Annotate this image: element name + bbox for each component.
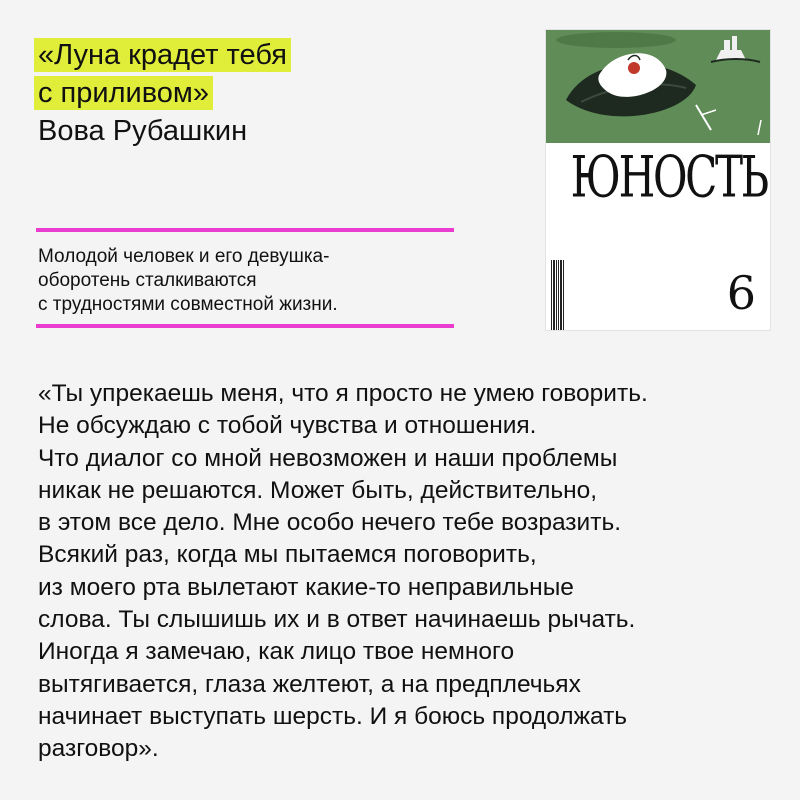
book-title-line-1: «Луна крадет тебя [34, 38, 291, 72]
magazine-title: ЮНОСТЬ [570, 143, 767, 211]
barcode-icon [550, 260, 564, 330]
author-name: Вова Рубашкин [38, 115, 248, 147]
divider-top [36, 228, 454, 232]
book-title-line-2: с приливом» [34, 76, 213, 110]
book-excerpt: «Ты упрекаешь меня, что я просто не умею говорить. Не обсуждаю с тобой чувства и отношения. Что диалог со мной невозможен и наши проблемы никак не решаются. Может быть, действительно, в этом все дело. Мне особо нечего тебе возразить. Всякий раз, когда мы пытаемся поговорить, из моего рта вылетают какие-то неправильные слова. Ты слышишь их и в ответ начинаешь рычать. Иногда я замечаю, как лицо твое немного вытягивается, глаза желтеют, а на предплечьях начинает выступать шерсть. И я боюсь продолжать разговор». [38, 380, 648, 763]
title-block [34, 38, 291, 148]
cover-illustration [546, 30, 770, 143]
synopsis: Молодой человек и его девушка- оборотень сталкиваются с трудностями совместной жизни. [38, 246, 338, 315]
magazine-cover [546, 30, 770, 330]
issue-number: 6 [726, 266, 756, 320]
divider-bottom [36, 324, 454, 328]
